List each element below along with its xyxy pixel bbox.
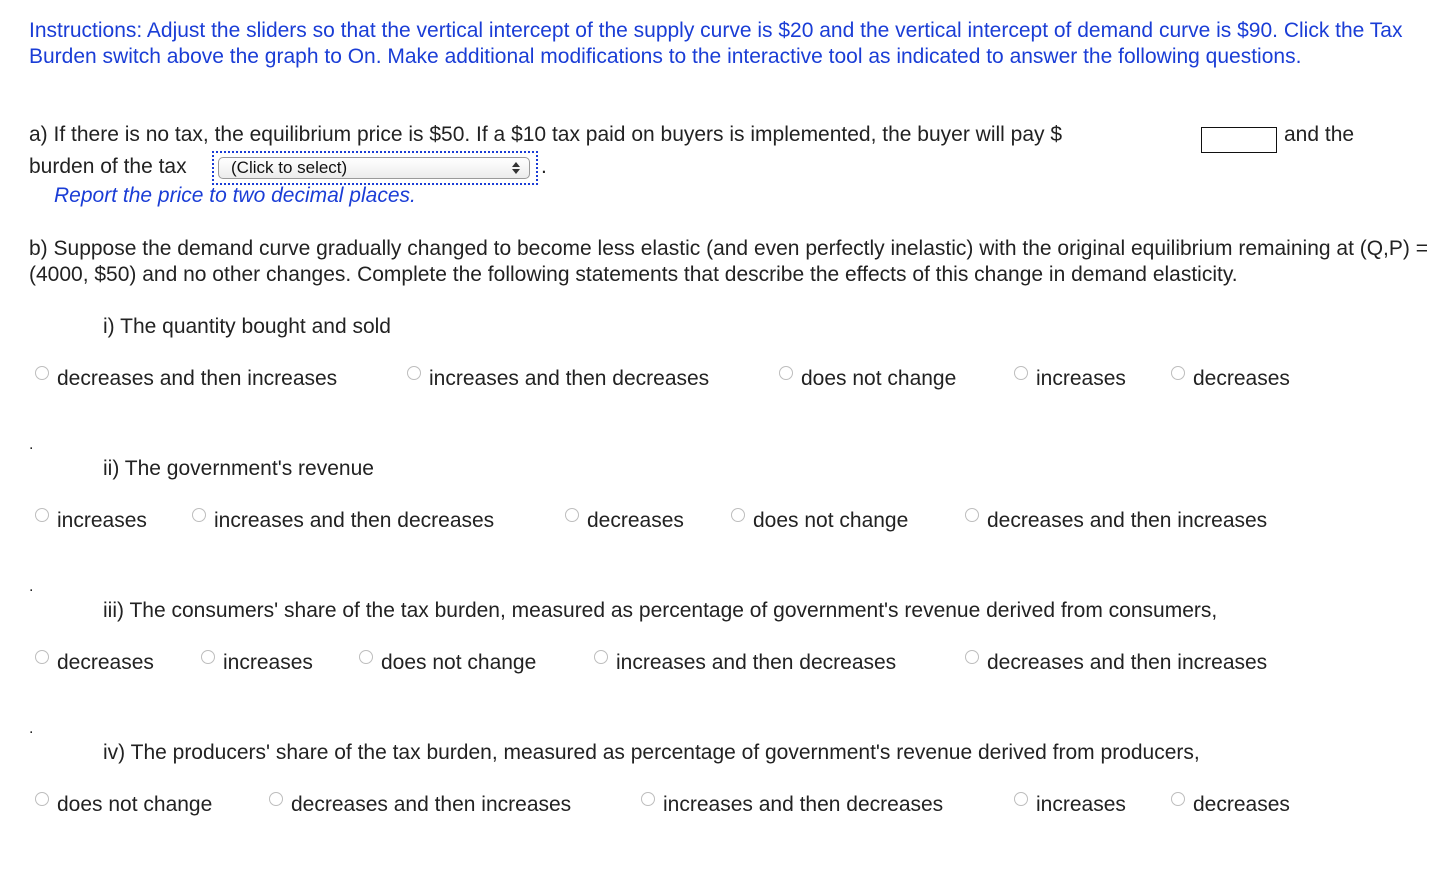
option-label: increases — [57, 509, 147, 532]
radio-button[interactable] — [269, 792, 283, 806]
radio-button[interactable] — [1171, 792, 1185, 806]
option-label: decreases — [57, 651, 154, 674]
radio-button[interactable] — [35, 650, 49, 664]
radio-button[interactable] — [565, 508, 579, 522]
radio-button[interactable] — [965, 650, 979, 664]
radio-button[interactable] — [359, 650, 373, 664]
option-label: decreases and then increases — [987, 651, 1268, 674]
option-label: increases — [1036, 367, 1126, 390]
radio-button[interactable] — [35, 508, 49, 522]
part-a-question-text: a) If there is no tax, the equilibrium price is $50. If a $10 tax paid on buyers is implemented, the buyer will pay $ — [29, 123, 1063, 146]
radio-button[interactable] — [594, 650, 608, 664]
option-label: decreases — [587, 509, 684, 532]
part-a-line2-end: . — [541, 155, 547, 178]
option-label: increases — [223, 651, 313, 674]
question-iv-label: iv) The producers' share of the tax burden, measured as percentage of government's revenue derived from producers, — [103, 741, 1200, 764]
radio-button[interactable] — [35, 792, 49, 806]
option-label: decreases — [1193, 367, 1290, 390]
radio-button[interactable] — [1014, 792, 1028, 806]
radio-button[interactable] — [192, 508, 206, 522]
option-label: decreases — [1193, 793, 1290, 816]
question-ii-end: . — [29, 578, 34, 595]
radio-button[interactable] — [965, 508, 979, 522]
option-label: does not change — [753, 509, 909, 532]
question-ii-label: ii) The government's revenue — [103, 457, 374, 480]
option-label: increases and then decreases — [663, 793, 944, 816]
part-a-line2-text: burden of the tax — [29, 155, 187, 178]
buyer-price-input[interactable] — [1201, 127, 1277, 153]
radio-button[interactable] — [201, 650, 215, 664]
radio-button[interactable] — [1014, 366, 1028, 380]
option-label: increases — [1036, 793, 1126, 816]
option-label: decreases and then increases — [291, 793, 572, 816]
option-label: decreases and then increases — [987, 509, 1268, 532]
question-iii-end: . — [29, 720, 34, 737]
question-i-end: . — [29, 436, 34, 453]
tax-burden-select-focus[interactable] — [212, 151, 538, 185]
part-a-hint: Report the price to two decimal places. — [54, 184, 416, 207]
radio-button[interactable] — [641, 792, 655, 806]
question-iii-label: iii) The consumers' share of the tax burden, measured as percentage of government's revenue derived from consumers, — [103, 599, 1218, 622]
option-label: decreases and then increases — [57, 367, 338, 390]
radio-button[interactable] — [35, 366, 49, 380]
option-label: increases and then decreases — [214, 509, 495, 532]
part-b-intro: b) Suppose the demand curve gradually changed to become less elastic (and even perfectly inelastic) with the original equilibrium remaining at (Q,P) = (4000, $50) and no other changes. Complete the following statements that describe the effects of this change in demand elasticity. — [29, 237, 1428, 286]
option-label: does not change — [381, 651, 537, 674]
part-a-continuation-text: and the — [1284, 123, 1355, 146]
option-label: increases and then decreases — [429, 367, 710, 390]
option-label: increases and then decreases — [616, 651, 897, 674]
option-label: does not change — [57, 793, 213, 816]
select-value: (Click to select) — [231, 158, 348, 177]
radio-button[interactable] — [731, 508, 745, 522]
option-label: does not change — [801, 367, 957, 390]
radio-button[interactable] — [407, 366, 421, 380]
radio-button[interactable] — [779, 366, 793, 380]
instructions-text: Instructions: Adjust the sliders so that the vertical intercept of the supply curve is $20 and the vertical intercept of demand curve is $90. Click the Tax Burden switch above the graph to On. Make additional modifications to the interactive tool as indicated to answer the following questions. — [29, 19, 1403, 68]
radio-button[interactable] — [1171, 366, 1185, 380]
question-i-label: i) The quantity bought and sold — [103, 315, 391, 338]
tax-burden-select[interactable] — [218, 157, 530, 179]
select-arrows-icon — [511, 161, 521, 175]
